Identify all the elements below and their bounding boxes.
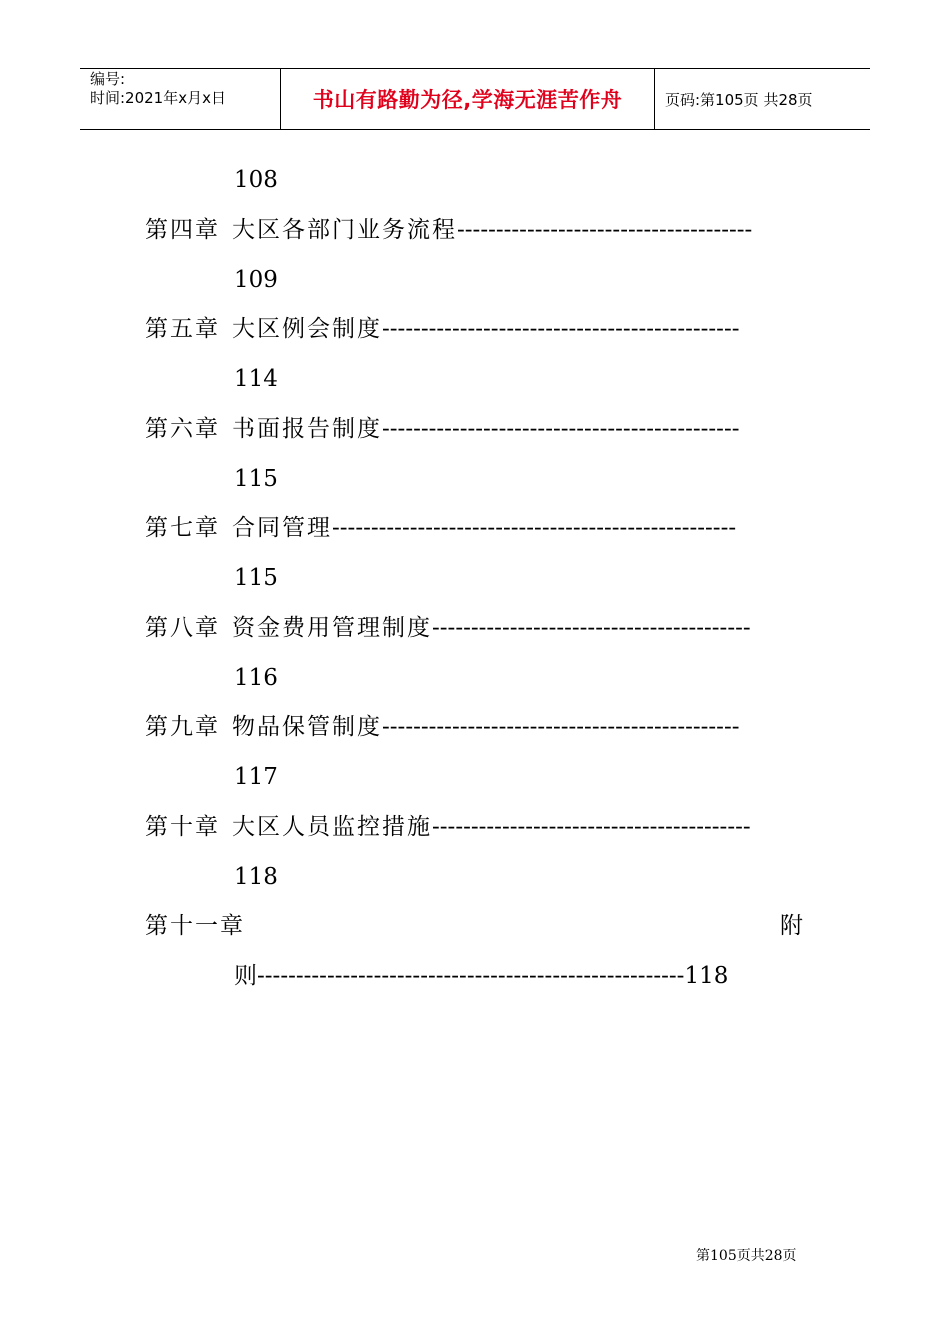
toc-page-number: 116: [234, 665, 278, 691]
toc-chapter: 第八章: [145, 615, 220, 641]
toc-leader: -------------------------------------------------------: [257, 963, 685, 989]
toc-entry[interactable]: [145, 215, 806, 245]
toc-chapter: 第九章: [145, 714, 220, 740]
toc-entry[interactable]: [145, 712, 806, 742]
number-label: 编号:: [90, 70, 126, 88]
toc-entry[interactable]: [145, 513, 806, 543]
toc-title: 大区各部门业务流程: [232, 217, 457, 243]
toc-page-number: 115: [234, 565, 278, 591]
toc-leader: ----------------------------------------------: [382, 316, 740, 342]
toc-title: 大区人员监控措施: [232, 814, 432, 840]
toc-leader: ----------------------------------------------: [382, 416, 740, 442]
toc-title: 物品保管制度: [232, 714, 382, 740]
toc-leader: ----------------------------------------------: [382, 714, 740, 740]
toc-page-number: 108: [234, 167, 278, 193]
page-footer: 第105页共28页: [696, 1248, 797, 1264]
header-page-info: 页码:第105页 共28页: [665, 90, 813, 109]
toc-entry[interactable]: [145, 314, 806, 344]
toc-chapter: 第十章: [145, 814, 220, 840]
toc-chapter: 第六章: [145, 416, 220, 442]
toc-leader: -----------------------------------------: [432, 814, 751, 840]
toc-chapter: 第五章: [145, 316, 220, 342]
toc-leader: --------------------------------------: [457, 217, 753, 243]
toc-title-start: 附: [780, 913, 803, 939]
toc-entry-continuation[interactable]: [234, 961, 784, 991]
header-motto: 书山有路勤为径,学海无涯苦作舟: [281, 69, 655, 129]
toc-entry[interactable]: [145, 812, 806, 842]
toc-page-number: 114: [234, 366, 278, 392]
toc-page-number: 109: [234, 267, 278, 293]
toc-chapter: 第七章: [145, 515, 220, 541]
toc-leader: ----------------------------------------------------: [332, 515, 737, 541]
toc-page-number: 115: [234, 466, 278, 492]
time-label: 时间:2021年x月x日: [90, 89, 226, 107]
toc-entry[interactable]: [145, 414, 806, 444]
toc-title: 书面报告制度: [232, 416, 382, 442]
toc-leader: -----------------------------------------: [432, 615, 751, 641]
toc-chapter[interactable]: 第十一章: [145, 913, 245, 939]
toc-page-number: 118: [684, 963, 729, 989]
toc-chapter: 第四章: [145, 217, 220, 243]
toc-title: 合同管理: [232, 515, 332, 541]
toc-page-number: 118: [234, 864, 278, 890]
toc-title: 大区例会制度: [232, 316, 382, 342]
toc-page-number: 117: [234, 764, 278, 790]
toc-title: 资金费用管理制度: [232, 615, 432, 641]
toc-title-end: 则: [234, 963, 257, 989]
toc-entry[interactable]: [145, 613, 806, 643]
